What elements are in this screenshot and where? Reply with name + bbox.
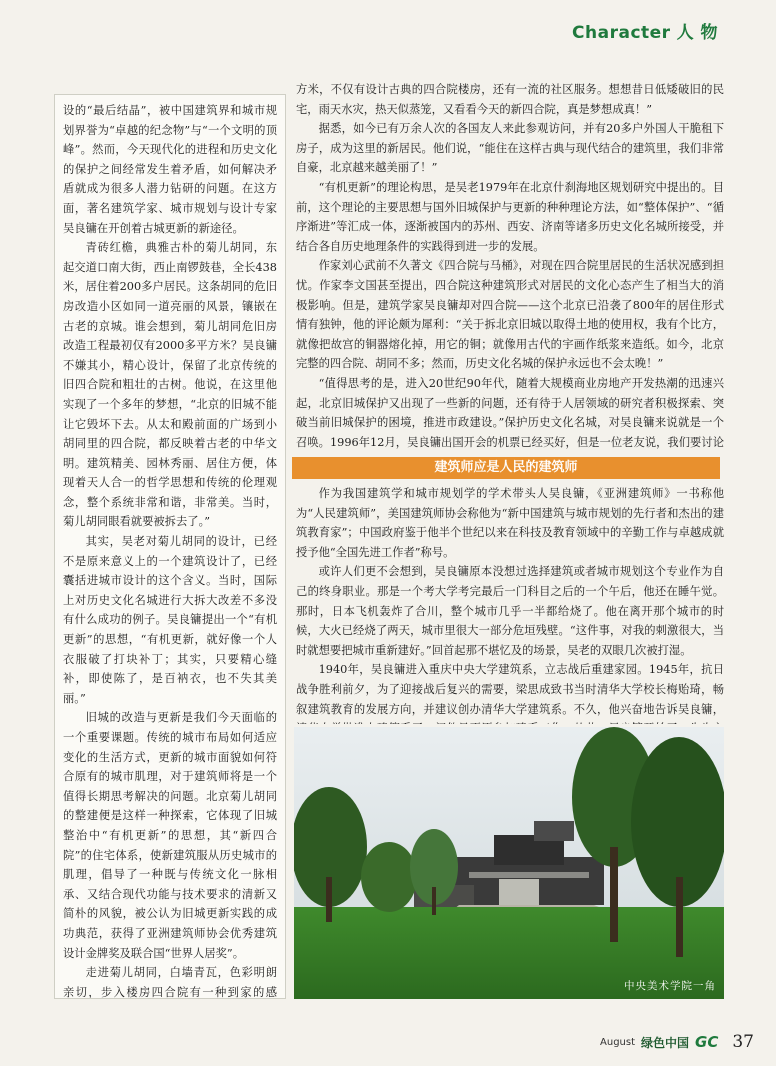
campus-photo-illustration [294,727,724,999]
paragraph: 走进菊儿胡同，白墙青瓦，色彩明朗亲切，步入楼房四合院有一种到家的感 [63,966,277,999]
section-title-en: Character [572,23,671,43]
paragraph: 1940年，吴良镛进入重庆中央大学建筑系，立志战后重建家园。1945年，抗日战争胜利前夕，为了迎接战后复兴的需要，梁思成致书当时清华大学校长梅贻琦，畅叙建筑教育的发展方向，并建议创办清华大学建筑系。不久，他兴奋地告诉吴良镛， [296,663,724,716]
paragraph: 青砖红檐，典雅古朴的菊儿胡同，东起交道口南大街，西止南锣鼓巷，全长438米，居住着200多户居民。这条胡同的危旧房改造小区如同一道亮丽的风景，镶嵌在古老的京城。谁会想到，菊儿胡同危旧房改造工程最初仅有2000多平方米？吴良镛不嫌其小，精心设计，保留了北京传统的旧四合院和粗壮的古树。他说，在这里他实现了一个多年的梦想，“北京的旧城不能让它毁坏下去。从太和殿前面的广场到小胡同里的四合院，都反映着古老的中华文明。建筑精美、园林秀丽、居住方便，体现着天人合一的哲学思想和传统的伦理观念，整个系统非常和谐，非常美。当时，菊儿胡同眼看就要被拆去了。” [63,241,277,529]
page-footer [600,1032,754,1052]
paragraph: 作家刘心武前不久著文《四合院与马桶》，对现在四合院里居民的生活状况感到担忧。作家李文国甚至提出，四合院这种建筑形式对居民的文化心态产生了相当大的消极影响。但是，建筑学家吴良镛却对四合院——这个北京已沿袭了800年的居住形式情有独钟，他的评论颇为犀利：“关于拆北京旧城以取得土地的使用权，我有个比方，就像把故宫的铜器熔化掉，用它的铜；就像用古代的宇画作纸浆来造纸。如今，北京完整的四合院、胡同不多；然而，历史文化名城的保护永远也不会太晚！” [296,259,724,371]
paragraph: 据悉，如今已有万余人次的各国友人来此参观访问，并有20多户外国人干脆租下房子，成为这里的新居民。他们说，“能住在这样古典与现代结合的建筑里，我们非常自豪，北京越来越美丽了！” [296,122,724,175]
right-text-column [296,80,724,452]
magazine-logo: GC [695,1033,719,1051]
campus-photo [294,727,724,999]
paragraph: 作为我国建筑学和城市规划学的学术带头人吴良镛，《亚洲建筑师》一书称他为“人民建筑师”，美国建筑师协会称他为“新中国建筑与城市规划的先行者和杰出的建筑教育家”；中国政府鉴于他半个世纪以来在科技及教育领域中的辛勤工作与卓越成就授予他“全国先进工作者”称号。 [296,487,724,559]
paragraph: “有机更新”的理论构思，是吴老1979年在北京什刹海地区规划研究中提出的。目前，这个理论的主要思想与国外旧城保护与更新的种种理论方法，如“整体保护”、“循序渐进”等汇成一体，逐渐被国内的苏州、西安、济南等诸多历史文化名城所接受，并结合各自历史地理条件的实践得到进一步的发展。 [296,180,724,253]
left-text-column [54,94,286,999]
section-title-cn: 人 物 [676,23,718,43]
photo-caption: 中央美术学院一角 [624,980,716,992]
section-header [572,18,718,43]
page-number: 37 [732,1032,754,1052]
paragraph: 方米，不仅有设计古典的四合院楼房，还有一流的社区服务。想想昔日低矮破旧的民宅，雨天水灾，热天似蒸笼，又看看今天的新四合院，真是梦想成真！” [296,83,724,116]
paragraph: 其实，吴老对菊儿胡同的设计，已经不是原来意义上的一个建筑设计了，已经囊括进城市设计的这个含义。当时，国际上对历史文化名城进行大拆大改差不多没有什么成功的例子。吴良镛提出一个“有机更新”的思想，“有机更新，就好像一个人衣服破了打块补丁；其实，只要精心缝补，即使陈了，是百衲衣，也不失其美丽。” [63,535,277,705]
paragraph: “值得思考的是，进入20世纪90年代，随着大规模商业房地产开发热潮的迅速兴起，北京旧城保护又出现了一些新的问题，还有待于人居领域的研究者积极探索、突破当前旧城保护的困境，推进市政建设。”保护历史文化名城，对吴良镛来说就是一个召唤。1996年12月，吴良镛出国开会的机票已经买好，但是一位老友说，我们要讨论 [296,376,724,449]
issue-month: August [600,1036,636,1048]
banner-section-text [296,484,724,724]
section-banner: 建筑师应是人民的建筑师 [292,457,720,479]
paragraph: 旧城的改造与更新是我们今天面临的一个重要课题。传统的城市布局如何适应变化的生活方式，更新的城市面貌如何符合原有的城市肌理，对于建筑师将是一个值得长期思考解决的问题。北京菊儿胡同的整建便是这样一种探索，它体现了旧城整治中“有机更新”的思想，其“新四合院”的住宅体系，使新建筑服从历史城市的肌理，倡导了一种既与传统文化一脉相承、又结合现代功能与技术要求的清新又简朴的风貌，被公认为旧城更新实践的成功典范，获得了亚洲建筑师协会优秀建筑设计金牌奖及联合国“世界人居奖”。 [63,711,277,960]
paragraph: 或许人们更不会想到，吴良镛原本没想过选择建筑或者城市规划这个专业作为自己的终身职业。那是一个考大学考完最后一门科目之后的一个午后，他还在睡午觉。那时，日本飞机轰炸了合川，整个城市几乎一半都给烧了。他在离开那个城市的时候，大火已经烧了两天，城市里很大一部分危垣残壁。“这件事，对我的刺激很大，当时就想要把城市重新建好。”回首起那不堪忆及的场景，吴老的双眼几次被打湿。 [296,565,724,657]
paragraph: 设的“最后结晶”，被中国建筑界和城市规划界誉为“卓越的纪念物”与“一个文明的顶峰”。然而，今天现代化的进程和历史文化的保护之间经常发生着矛盾，如何解决矛盾就成为很多人潜力钻研的问题。在这方面，著名建筑学家、城市规划与设计专家吴良镛在开创着古城更新的新途径。 [63,104,277,235]
magazine-name: 绿色中国 [641,1035,690,1050]
